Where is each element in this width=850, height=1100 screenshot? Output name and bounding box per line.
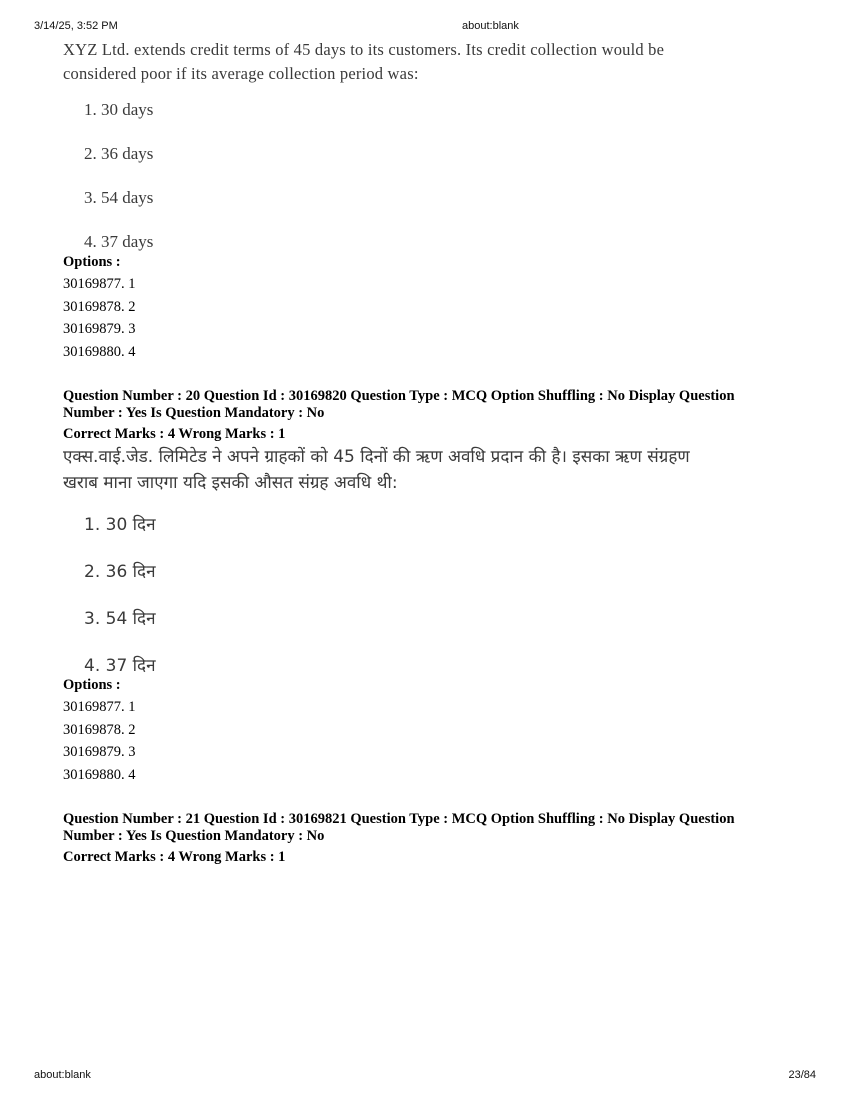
question-marks: Correct Marks : 4 Wrong Marks : 1 bbox=[63, 426, 286, 442]
option-id-list bbox=[63, 273, 793, 363]
option-id: 30169880. 4 bbox=[63, 343, 136, 360]
print-title: about:blank bbox=[462, 20, 519, 32]
answer-choice: 1. 30 दिन bbox=[84, 515, 156, 535]
page-content bbox=[63, 38, 793, 866]
answer-choice: 2. 36 दिन bbox=[84, 562, 156, 582]
question-19-block bbox=[63, 38, 793, 363]
question-meta: Question Number : 20 Question Id : 30169820 Question Type : MCQ Option Shuffling : No Display Question bbox=[63, 388, 735, 404]
answer-choice: 2. 36 days bbox=[84, 144, 154, 163]
question-meta: Question Number : 21 Question Id : 30169821 Question Type : MCQ Option Shuffling : No Display Question bbox=[63, 811, 735, 827]
question-text bbox=[63, 444, 793, 496]
footer-url: about:blank bbox=[34, 1069, 91, 1081]
options-label: Options : bbox=[63, 677, 121, 693]
option-id: 30169878. 2 bbox=[63, 721, 136, 738]
answer-choices bbox=[63, 514, 793, 677]
option-id: 30169879. 3 bbox=[63, 321, 136, 337]
answer-choice: 1. 30 days bbox=[84, 100, 154, 119]
question-meta: Number : Yes Is Question Mandatory : No bbox=[63, 405, 325, 421]
question-text-line: खराब माना जाएगा यदि इसकी औसत संग्रह अवधि थी: bbox=[63, 473, 398, 493]
answer-choices bbox=[63, 99, 793, 253]
question-text-line: XYZ Ltd. extends credit terms of 45 days to its customers. Its credit collection would be bbox=[63, 40, 665, 59]
print-datetime: 3/14/25, 3:52 PM bbox=[34, 20, 118, 32]
option-id: 30169878. 2 bbox=[63, 298, 136, 315]
page-number: 23/84 bbox=[788, 1069, 816, 1081]
options-label: Options : bbox=[63, 254, 121, 270]
option-id: 30169877. 1 bbox=[63, 276, 136, 292]
question-meta: Number : Yes Is Question Mandatory : No bbox=[63, 828, 325, 844]
answer-choice: 4. 37 दिन bbox=[84, 656, 156, 676]
question-text-line: एक्स.वाई.जेड. लिमिटेड ने अपने ग्राहकों को 45 दिनों की ऋण अवधि प्रदान की है। इसका ऋण संग्रहण bbox=[63, 447, 690, 467]
question-21-block bbox=[63, 811, 793, 866]
answer-choice: 3. 54 दिन bbox=[84, 609, 156, 629]
question-marks: Correct Marks : 4 Wrong Marks : 1 bbox=[63, 849, 286, 865]
question-20-block bbox=[63, 388, 793, 786]
answer-choice: 4. 37 days bbox=[84, 232, 154, 251]
option-id-list bbox=[63, 696, 793, 786]
option-id: 30169877. 1 bbox=[63, 699, 136, 715]
answer-choice: 3. 54 days bbox=[84, 188, 154, 207]
question-text-line: considered poor if its average collection period was: bbox=[63, 64, 419, 83]
option-id: 30169880. 4 bbox=[63, 766, 136, 783]
question-text bbox=[63, 38, 793, 86]
option-id: 30169879. 3 bbox=[63, 744, 136, 760]
